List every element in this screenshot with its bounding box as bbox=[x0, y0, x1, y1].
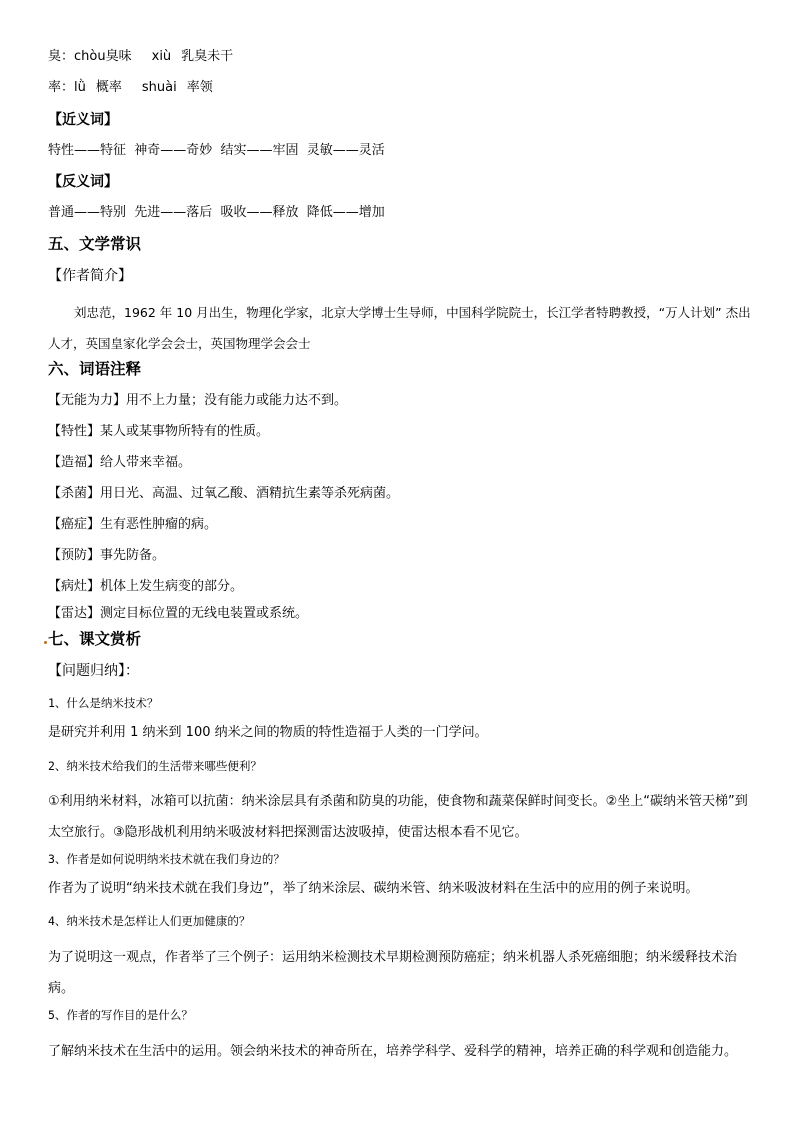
glossary-item: 【造福】给人带来幸福。 bbox=[48, 455, 192, 470]
synonyms-text: 特性——特征 神奇——奇妙 结实——牢固 灵敏——灵活 bbox=[48, 143, 385, 158]
question-4: 4、纳米技术是怎样让人们更加健康的？ bbox=[48, 914, 251, 928]
glossary-item: 【癌症】生有恶性肿瘤的病。 bbox=[48, 517, 218, 532]
question-2: 2、纳米技术给我们的生活带来哪些便利？ bbox=[48, 759, 262, 773]
glossary-item: 【杀菌】用日光、高温、过氧乙酸、酒精抗生素等杀死病菌。 bbox=[48, 486, 400, 501]
antonyms-text: 普通——特别 先进——落后 吸收——释放 降低——增加 bbox=[48, 205, 385, 220]
section-5-title: 五、文学常识 bbox=[48, 235, 142, 253]
question-summary-heading: 【问题归纳】： bbox=[48, 663, 139, 679]
answer-5: 了解纳米技术在生活中的运用。领会纳米技术的神奇所在，培养学科学、爱科学的精神，培养正确的科学观和创造能力。 bbox=[48, 1044, 738, 1059]
answer-3: 作者为了说明“纳米技术就在我们身边”，举了纳米涂层、碳纳米管、纳米吸波材料在生活中的应用的例子来说明。 bbox=[48, 881, 699, 896]
glossary-item: 【特性】某人或某事物所特有的性质。 bbox=[48, 424, 270, 439]
glossary-item: 【预防】事先防备。 bbox=[48, 548, 166, 563]
question-3: 3、作者是如何说明纳米技术就在我们身边的？ bbox=[48, 852, 285, 866]
synonyms-heading: 【近义词】 bbox=[48, 112, 118, 128]
section-7-title: 七、课文赏析 bbox=[48, 630, 142, 648]
pronunciation-xiu: 臭：chòu臭味 xiù 乳臭未干 bbox=[48, 49, 234, 64]
anchor-mark bbox=[44, 641, 47, 644]
question-1: 1、什么是纳米技术？ bbox=[48, 696, 159, 710]
answer-4: 为了说明这一观点，作者举了三个例子：运用纳米检测技术早期检测预防癌症；纳米机器人杀死癌细胞；纳米缓释技术治病。 bbox=[48, 950, 738, 996]
question-5: 5、作者的写作目的是什么？ bbox=[48, 1008, 193, 1022]
author-intro-heading: 【作者简介】 bbox=[48, 268, 132, 284]
glossary-item: 【无能为力】用不上力量；没有能力或能力达不到。 bbox=[48, 393, 348, 408]
antonyms-heading: 【反义词】 bbox=[48, 174, 118, 190]
glossary-item: 【雷达】测定目标位置的无线电装置或系统。 bbox=[48, 606, 309, 621]
pronunciation-lv: 率：lǜ 概率 shuài 率领 bbox=[48, 80, 213, 95]
author-intro-paragraph: 刘忠范，1962 年 10 月出生，物理化学家，北京大学博士生导师，中国科学院院士，长江学者特聘教授，“万人计划” 杰出人才，英国皇家化学会会士，英国物理学会会士 bbox=[48, 305, 751, 351]
section-6-title: 六、词语注释 bbox=[48, 360, 142, 378]
answer-1: 是研究并利用 1 纳米到 100 纳米之间的物质的特性造福于人类的一门学问。 bbox=[48, 725, 488, 740]
glossary-item: 【病灶】机体上发生病变的部分。 bbox=[48, 579, 244, 594]
answer-2: ①利用纳米材料，冰箱可以抗菌：纳米涂层具有杀菌和防臭的功能，使食物和蔬菜保鲜时间变长。②坐上“碳纳米管天梯”到太空旅行。③隐形战机利用纳米吸波材料把探测雷达波吸掉，使雷达根本看不见它。 bbox=[48, 794, 748, 840]
